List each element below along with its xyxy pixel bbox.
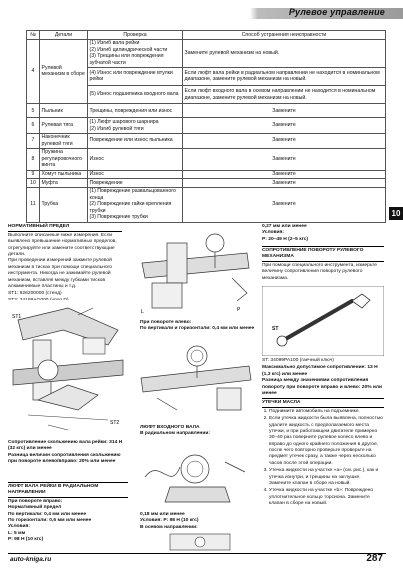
rack-gauge-illustration xyxy=(137,338,255,418)
divider xyxy=(8,497,128,498)
cell-check: (1) Повреждение развальцованного конца (2) Повреждение гайки крепления трубки (3) Повреждение трубки xyxy=(88,187,183,222)
leak-steps-list xyxy=(262,409,384,508)
input-shaft-values: 0,18 мм или менее Условия: P: 98 Н (10 кгс) В осевом направлении: xyxy=(140,512,199,530)
cell-fix: Замените xyxy=(183,148,386,170)
cell-part: Рулевой механизм в сборе xyxy=(40,39,88,104)
table-row xyxy=(27,170,386,179)
list-item: 3. Утечка жидкости на участке «a» (см. рис.), как и утечка изнутри, и трещины на заглушке. Замените клапан в сборе на новый. xyxy=(269,468,384,487)
cell-fix: Замените xyxy=(183,187,386,222)
cell-check: Трещины, повреждения или износ xyxy=(88,104,183,118)
cell-num: 5 xyxy=(27,104,40,118)
cell-num: 7 xyxy=(27,133,40,148)
divider xyxy=(262,398,384,399)
list-item: 2. Если утечка жидкости была выявлена, полностью удалите жидкость с предполагаемого места утечки, и при работающем двигателе примерно 30–40 раз поверните рулевое колесо влево и вправо до одного крайнего положения в другое, после чего повторно проверьте проверьте на предмет утечек сразу, а также через несколько часов после этой операции. xyxy=(269,416,384,467)
input-shaft-heading: ЛЮФТ ВХОДНОГО ВАЛА В радиальном направлении: xyxy=(140,425,211,437)
cell-check: Повреждение xyxy=(88,179,183,188)
cell-part: Трубка xyxy=(40,187,88,222)
divider xyxy=(262,407,384,408)
table-header-row xyxy=(27,31,386,40)
cell-check: Износ xyxy=(88,170,183,179)
col-header-fix: Способ устранения неисправности xyxy=(183,31,386,40)
page-header-title: Рулевое управление xyxy=(288,7,385,17)
max-torque-text: Максимально допустимое сопротивление: 13 Н (1,3 кгс) или менее Разница между значениями сопротивления повороту при повороте вправо и влево: 20% или менее xyxy=(262,365,383,396)
intro-text: Выполните описанные ниже измерения. Если выявлено превышение нормативных пределов, отрегулируйте или замените соответствующие детали. При проведении измерений зажмите рулевой механизм в тисках при помощи специального инструмента. Никогда не зажимайте рулевой механизм, вставляя между губками тисков алюминиевые пластины и т.д. xyxy=(8,232,117,289)
cell-fix: Если люфт вала рейки в радиальном направлении не находится в номинальном диапазоне, замените рулевой механизм на новый. xyxy=(183,67,386,85)
divider xyxy=(8,231,122,232)
list-item: 4. Утечка жидкости на участке «b»: Повреждено уплотнительное кольцо торсиона. Замените клапан в сборе на новый. xyxy=(269,488,384,507)
cell-num: 8 xyxy=(27,148,40,170)
table-row xyxy=(27,187,386,222)
chapter-tab: 10 xyxy=(389,207,403,220)
inspection-table xyxy=(26,30,386,223)
divider xyxy=(262,261,384,262)
cell-fix: Если люфт входного вала в осевом направлении не находится в номинальном диапазоне, замените рулевой механизм на новый. xyxy=(183,86,386,104)
cell-part: Муфта xyxy=(40,179,88,188)
cell-part: Наконечник рулевой тяги xyxy=(40,133,88,148)
cell-fix: Замените xyxy=(183,179,386,188)
st1-label: ST1: 926200000 (стенд) xyxy=(8,291,62,297)
svg-text:ST1: ST1 xyxy=(12,314,22,320)
cell-check: (1) Люфт шарового шарнира (2) Изгиб рулевой тяги xyxy=(88,118,183,133)
st-caption: ST: 34099PA100 (гаечный ключ) xyxy=(262,358,334,363)
friction-caption: Сопротивление скольжению вала рейки: 314 Н (32 кгс) или менее Разница величин сопротивления скольжению при повороте влево/вправо: 20% или менее xyxy=(8,440,123,465)
left-column xyxy=(8,224,122,304)
col-header-num: № xyxy=(27,31,40,40)
table-row xyxy=(27,118,386,133)
col-header-check: Проверка xyxy=(88,31,183,40)
table-row xyxy=(27,148,386,170)
st-label: ST xyxy=(272,326,279,332)
steering-gear-illustration xyxy=(8,300,128,436)
cell-check: (1) Изгиб вала рейки (2) Изгиб цилиндрической части (3) Трещины или повреждения зубчатой части xyxy=(88,39,183,67)
cell-fix: Замените xyxy=(183,118,386,133)
table-row xyxy=(27,179,386,188)
cell-fix: Замените xyxy=(183,104,386,118)
cell-part: Рулевая тяга xyxy=(40,118,88,133)
cell-num: 11 xyxy=(27,187,40,222)
table-row xyxy=(27,39,386,67)
axial-values: 0,27 мм или менее Условия: P: 20–49 Н (2–5 кгс) xyxy=(262,224,309,242)
cell-part: Пыльник xyxy=(40,104,88,118)
right-text-block xyxy=(262,358,384,508)
table-row xyxy=(27,133,386,148)
table-row xyxy=(27,104,386,118)
torque-block xyxy=(262,245,384,283)
page-number: 287 xyxy=(366,553,383,564)
svg-text:L: L xyxy=(141,309,144,315)
cell-check: Повреждение или износ пыльника xyxy=(88,133,183,148)
svg-text:P: P xyxy=(237,307,241,313)
col-header-part: Детали xyxy=(40,31,88,40)
cell-num: 6 xyxy=(27,118,40,133)
cell-fix: Замените xyxy=(183,170,386,179)
divider xyxy=(8,482,128,483)
cell-fix: Замените xyxy=(183,133,386,148)
list-item: 1. Поднимите автомобиль на подъемнике. xyxy=(269,409,384,415)
cell-num: 4 xyxy=(27,39,40,104)
rack-play-heading: ЛЮФТ ВАЛА РЕЙКИ В РАДИАЛЬНОМ НАПРАВЛЕНИИ xyxy=(8,483,99,495)
divider xyxy=(262,246,384,247)
input-shaft-illustration xyxy=(140,447,252,509)
cell-num: 9 xyxy=(27,170,40,179)
svg-text:ST2: ST2 xyxy=(110,420,120,426)
rack-measure-illustration xyxy=(137,223,255,318)
wrench-illustration xyxy=(262,286,384,356)
torque-heading: СОПРОТИВЛЕНИЕ ПОВОРОТУ РУЛЕВОГО МЕХАНИЗМА xyxy=(262,247,364,259)
cell-fix: Замените рулевой механизм на новый. xyxy=(183,39,386,67)
left-turn-caption: При повороте влево: По вертикали и горизонтали: 0,4 мм или менее xyxy=(140,320,255,332)
axial-illustration xyxy=(160,532,240,552)
cell-part: Пружина регулировочного винта xyxy=(40,148,88,170)
leak-heading: УТЕЧКИ МАСЛА xyxy=(262,399,301,405)
rack-play-block xyxy=(8,481,128,544)
cell-part: Хомут пыльника xyxy=(40,170,88,179)
rack-play-text: При повороте вправо: Нормативный предел По вертикали: 0,4 мм или менее По горизонтали: 0,6 мм или менее Условия: L: 5 мм Р: 98 Н (10 кгс) xyxy=(8,498,92,543)
cell-check: (5) Износ подшипника входного вала xyxy=(88,86,183,104)
footer-site: auto-kniga.ru xyxy=(10,556,52,563)
section-heading: НОРМАТИВНЫЙ ПРЕДЕЛ xyxy=(8,224,70,229)
cell-num: 10 xyxy=(27,179,40,188)
torque-text: При помощи специального инструмента, измерьте величину сопротивления повороту рулевого механизма. xyxy=(262,262,377,281)
cell-check: Износ xyxy=(88,148,183,170)
footer-rule xyxy=(8,553,386,554)
cell-check: (4) Износ или повреждение втулки рейки xyxy=(88,67,183,85)
